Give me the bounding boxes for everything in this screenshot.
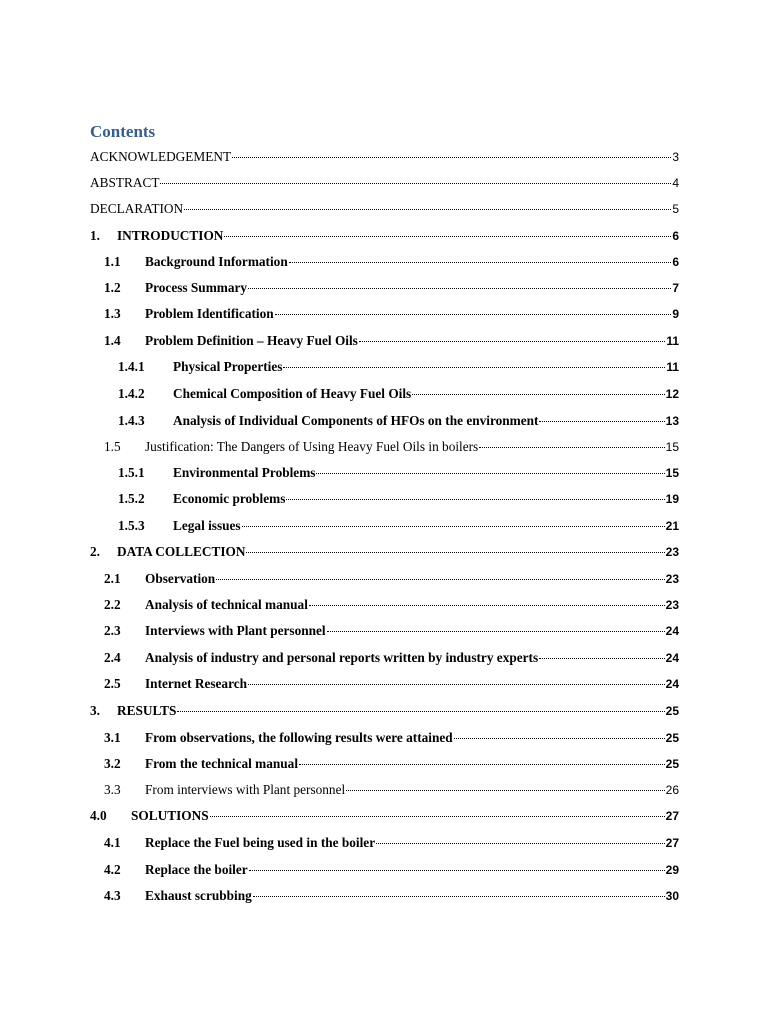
toc-entry[interactable] [104, 730, 679, 746]
toc-entry-number: 1.4.2 [118, 386, 145, 401]
toc-entry-title: ACKNOWLEDGEMENT [90, 149, 232, 164]
toc-entry-number: 2.5 [104, 676, 121, 691]
dot-leader [253, 895, 665, 897]
toc-entry-number: 2. [90, 544, 100, 559]
toc-entry[interactable] [104, 254, 679, 270]
dot-leader [210, 815, 665, 817]
toc-entry-page: 25 [665, 757, 679, 771]
toc-entry-title: SOLUTIONS [131, 808, 209, 823]
toc-entry[interactable] [90, 228, 679, 244]
toc-entry-number: 1.1 [104, 254, 121, 269]
dot-leader [242, 525, 665, 527]
toc-entry-page: 3 [672, 150, 679, 164]
toc-entry-title: Analysis of industry and personal reports written by industry experts [145, 650, 539, 665]
toc-entry-title: RESULTS [117, 703, 177, 718]
toc-entry-title: Chemical Composition of Heavy Fuel Oils [173, 386, 412, 401]
toc-entry-page: 12 [665, 387, 679, 401]
toc-entry-number: 1.4 [104, 333, 121, 348]
toc-entry[interactable] [90, 544, 679, 560]
toc-entry-number: 1.5.2 [118, 491, 145, 506]
toc-entry-title: Physical Properties [173, 359, 283, 374]
toc-entry-number: 2.2 [104, 597, 121, 612]
toc-entry[interactable] [104, 782, 679, 798]
toc-entry-page: 15 [665, 466, 679, 480]
toc-entry-page: 23 [665, 572, 679, 586]
toc-entry-page: 24 [665, 651, 679, 665]
toc-entry[interactable] [104, 650, 679, 666]
toc-entry-page: 25 [665, 704, 679, 718]
dot-leader [216, 578, 664, 580]
dot-leader [309, 604, 665, 606]
toc-entry-page: 4 [672, 176, 679, 190]
toc-entry[interactable] [104, 756, 679, 772]
toc-entry-number: 1.5.3 [118, 518, 145, 533]
toc-entry-title: DATA COLLECTION [117, 544, 246, 559]
toc-entry-title: Problem Definition – Heavy Fuel Oils [145, 333, 358, 348]
dot-leader [346, 789, 664, 791]
toc-entry-number: 4.2 [104, 862, 121, 877]
toc-entry-page: 25 [665, 731, 679, 745]
toc-entry-number: 2.4 [104, 650, 121, 665]
toc-entry-title: From interviews with Plant personnel [145, 782, 346, 797]
dot-leader [539, 420, 664, 422]
toc-entry-title: Analysis of Individual Components of HFOs on the environment [173, 413, 539, 428]
toc-entry[interactable] [118, 359, 679, 375]
toc-entry-title: Replace the boiler [145, 862, 248, 877]
toc-entry-page: 23 [665, 598, 679, 612]
toc-entry[interactable] [90, 703, 679, 719]
toc-entry-title: Replace the Fuel being used in the boiler [145, 835, 376, 850]
toc-entry-title: Observation [145, 571, 216, 586]
dot-leader [184, 208, 671, 210]
toc-entry-title: Exhaust scrubbing [145, 888, 252, 903]
toc-entry-page: 6 [672, 229, 679, 243]
toc-entry[interactable] [104, 280, 679, 296]
toc-entry-number: 2.1 [104, 571, 121, 586]
toc-entry[interactable] [90, 201, 679, 217]
toc-entry-page: 23 [665, 545, 679, 559]
toc-entry-title: From observations, the following results were attained [145, 730, 453, 745]
toc-entry-number: 4.1 [104, 835, 121, 850]
toc-entry-page: 6 [672, 255, 679, 269]
toc-heading: Contents [90, 122, 156, 141]
dot-leader [289, 261, 672, 263]
toc-entry-number: 3.2 [104, 756, 121, 771]
dot-leader [248, 683, 665, 685]
toc-entry-page: 13 [665, 414, 679, 428]
toc-entry-page: 11 [666, 360, 679, 374]
toc-entry-page: 27 [665, 836, 679, 850]
dot-leader [275, 313, 672, 315]
toc-entry-title: Background Information [145, 254, 288, 269]
toc-entry-number: 4.0 [90, 808, 107, 823]
toc-entry-number: 1.2 [104, 280, 121, 295]
toc-entry-number: 1.4.1 [118, 359, 145, 374]
toc-entry-title: Legal issues [173, 518, 241, 533]
dot-leader [454, 737, 665, 739]
dot-leader [479, 446, 664, 448]
toc-entry[interactable] [104, 333, 679, 349]
toc-entry[interactable] [104, 888, 679, 904]
toc-entry-title: DECLARATION [90, 201, 184, 216]
toc-entry-page: 11 [666, 334, 679, 348]
toc-entry[interactable] [90, 808, 679, 824]
toc-entry[interactable] [118, 465, 679, 481]
toc-entry[interactable] [104, 862, 679, 878]
toc-entry-page: 15 [665, 440, 679, 454]
toc-entry-number: 3.3 [104, 782, 121, 797]
toc-entry-title: Problem Identification [145, 306, 274, 321]
toc-entry-number: 4.3 [104, 888, 121, 903]
toc-entry-number: 2.3 [104, 623, 121, 638]
toc-entry[interactable] [118, 386, 679, 402]
toc-entry[interactable] [90, 175, 679, 191]
toc-entry-title: Environmental Problems [173, 465, 316, 480]
toc-entry-page: 9 [672, 307, 679, 321]
toc-entry-page: 24 [665, 624, 679, 638]
toc-entry-number: 3.1 [104, 730, 121, 745]
toc-entry[interactable] [118, 518, 679, 534]
dot-leader [160, 182, 671, 184]
toc-entry-page: 21 [665, 519, 679, 533]
toc-entry-number: 1.4.3 [118, 413, 145, 428]
toc-entry-page: 19 [665, 492, 679, 506]
toc-entry[interactable] [104, 597, 679, 613]
toc-entry[interactable] [104, 835, 679, 851]
dot-leader [177, 710, 664, 712]
toc-entry-page: 26 [665, 783, 679, 797]
toc-entry-page: 29 [665, 863, 679, 877]
toc-entry-title: Justification: The Dangers of Using Heavy Fuel Oils in boilers [145, 439, 479, 454]
dot-leader [249, 869, 665, 871]
toc-entry-title: Economic problems [173, 491, 286, 506]
dot-leader [286, 498, 664, 500]
toc-entry[interactable] [118, 491, 679, 507]
toc-entry-page: 7 [672, 281, 679, 295]
toc-entry[interactable] [104, 676, 679, 692]
toc-entry-page: 30 [665, 889, 679, 903]
dot-leader [246, 551, 664, 553]
toc-entry-title: ABSTRACT [90, 175, 160, 190]
dot-leader [248, 287, 671, 289]
toc-entry-title: Internet Research [145, 676, 248, 691]
toc-entry-number: 1.5 [104, 439, 121, 454]
toc-entry-title: Interviews with Plant personnel [145, 623, 326, 638]
dot-leader [283, 366, 665, 368]
toc-entry[interactable] [104, 439, 679, 455]
toc-entry[interactable] [90, 149, 679, 165]
dot-leader [412, 393, 664, 395]
toc-entry-title: INTRODUCTION [117, 228, 224, 243]
toc-entry-number: 1.3 [104, 306, 121, 321]
toc-entry-page: 27 [665, 809, 679, 823]
dot-leader [359, 340, 665, 342]
toc-entry-title: From the technical manual [145, 756, 299, 771]
toc-entry[interactable] [104, 623, 679, 639]
toc-entry-number: 3. [90, 703, 100, 718]
dot-leader [316, 472, 664, 474]
toc-entry-number: 1. [90, 228, 100, 243]
toc-entry-page: 5 [672, 202, 679, 216]
toc-entry[interactable] [104, 306, 679, 322]
dot-leader [232, 156, 671, 158]
dot-leader [224, 235, 671, 237]
dot-leader [299, 763, 665, 765]
toc-entry[interactable] [104, 571, 679, 587]
toc-entry-title: Process Summary [145, 280, 248, 295]
toc-entry-number: 1.5.1 [118, 465, 145, 480]
toc-entry[interactable] [118, 413, 679, 429]
toc-entry-title: Analysis of technical manual [145, 597, 308, 612]
dot-leader [376, 842, 665, 844]
dot-leader [327, 630, 665, 632]
toc-entry-page: 24 [665, 677, 679, 691]
dot-leader [539, 657, 664, 659]
